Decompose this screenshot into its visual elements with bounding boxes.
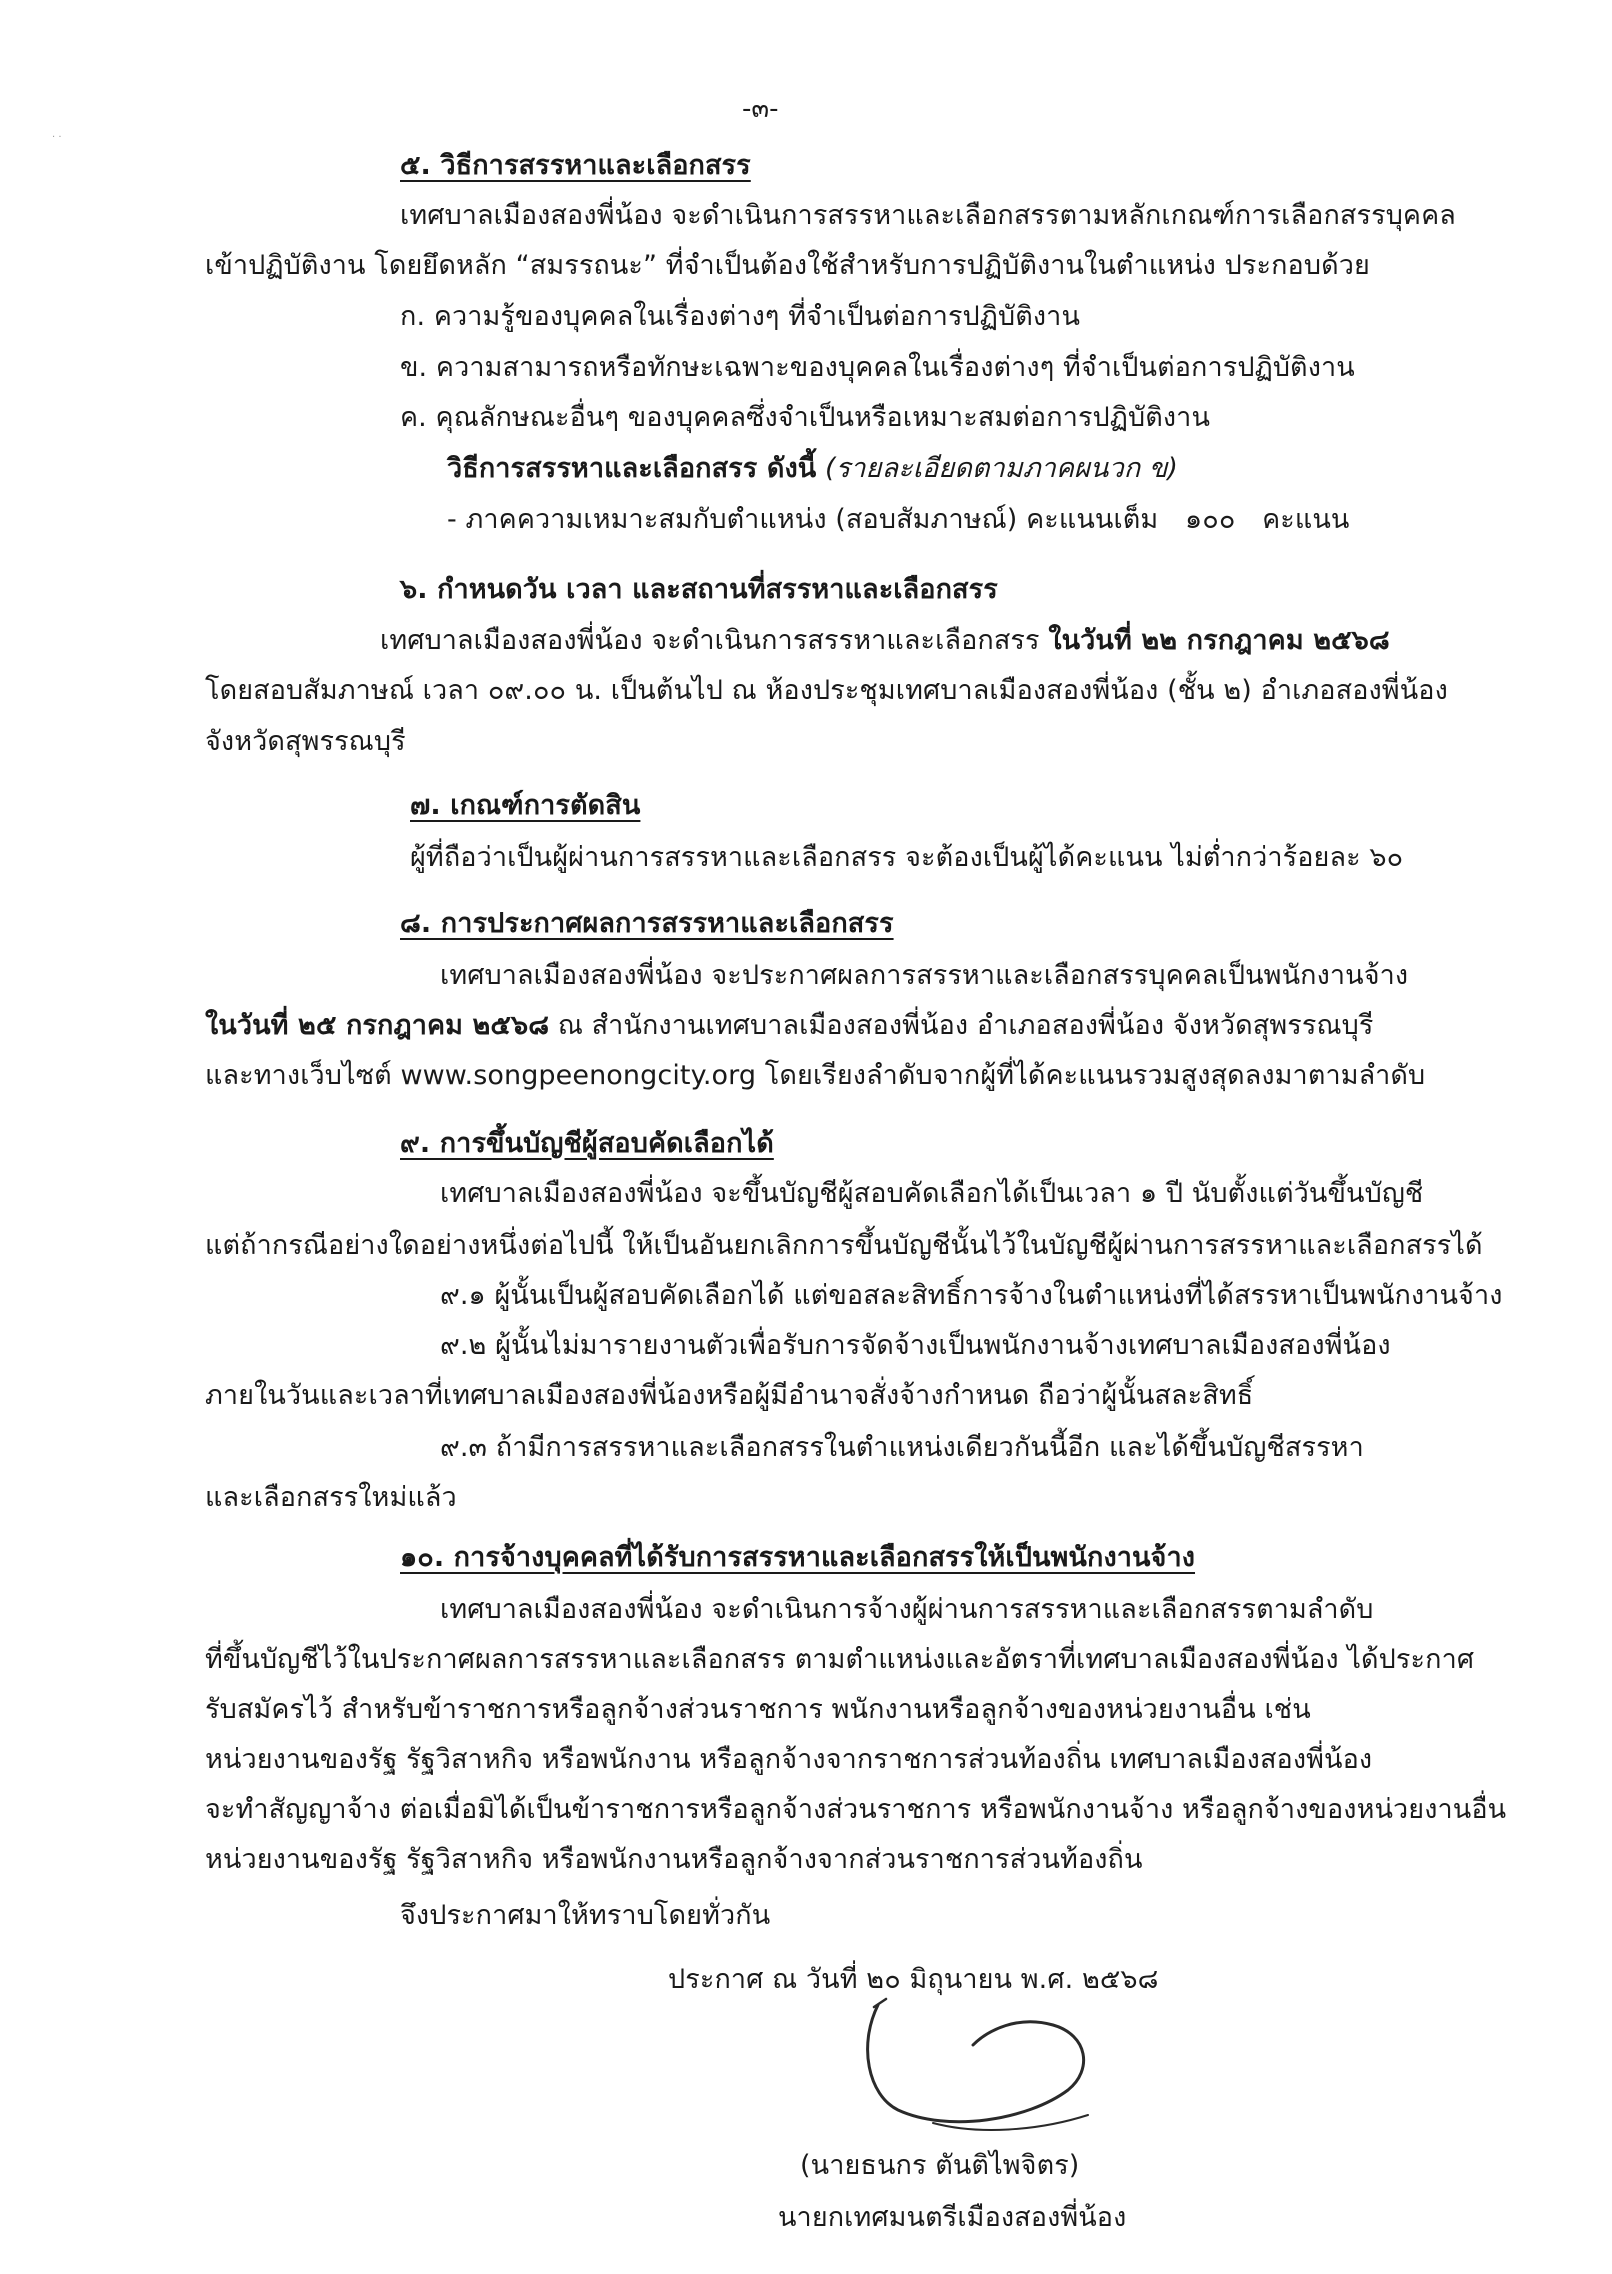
score-description: - ภาคความเหมาะสมกับตำแหน่ง (สอบสัมภาษณ์) คะแนนเต็ม	[447, 504, 1159, 535]
method-note: (รายละเอียดตามภาคผนวก ข)	[825, 453, 1179, 484]
result-date: ในวันที่ ๒๕ กรกฎาคม ๒๕๖๘	[205, 1010, 550, 1041]
method-label: วิธีการสรรหาและเลือกสรร ดังนี้	[447, 453, 817, 484]
section-9-item-2: ๙.๒ ผู้นั้นไม่มารายงานตัวเพื่อรับการจัดจ้างเป็นพนักงานจ้างเทศบาลเมืองสองพี่น้อง	[440, 1330, 1391, 1361]
section-5-score-line	[447, 502, 1349, 538]
section-5-para-line-1: เทศบาลเมืองสองพี่น้อง จะดำเนินการสรรหาและเลือกสรรตามหลักเกณฑ์การเลือกสรรบุคคล	[400, 200, 1456, 231]
section-10-line-1: เทศบาลเมืองสองพี่น้อง จะดำเนินการจ้างผู้ผ่านการสรรหาและเลือกสรรตามลำดับ	[440, 1594, 1374, 1625]
section-8-heading: ๘. การประกาศผลการสรรหาและเลือกสรร	[400, 908, 894, 939]
signer-title: นายกเทศมนตรีเมืองสองพี่น้อง	[778, 2202, 1127, 2233]
section-10-line-6: หน่วยงานของรัฐ รัฐวิสาหกิจ หรือพนักงานหรือลูกจ้างจากส่วนราชการส่วนท้องถิ่น	[205, 1844, 1143, 1875]
section-7-line-1: ผู้ที่ถือว่าเป็นผู้ผ่านการสรรหาและเลือกสรร จะต้องเป็นผู้ได้คะแนน ไม่ต่ำกว่าร้อยละ ๖๐	[410, 842, 1404, 873]
section-9-item-3-cont: และเลือกสรรใหม่แล้ว	[205, 1482, 457, 1513]
section-6-line-1	[380, 623, 1390, 659]
section-5-item-a: ก. ความรู้ของบุคคลในเรื่องต่างๆ ที่จำเป็นต่อการปฏิบัติงาน	[400, 301, 1080, 332]
section-10-heading: ๑๐. การจ้างบุคคลที่ได้รับการสรรหาและเลือกสรรให้เป็นพนักงานจ้าง	[400, 1542, 1196, 1573]
section-5-para-line-2: เข้าปฏิบัติงาน โดยยึดหลัก “สมรรถนะ” ที่จำเป็นต้องใช้สำหรับการปฏิบัติงานในตำแหน่ง ประกอบด้วย	[205, 250, 1370, 281]
section-9-line-1: เทศบาลเมืองสองพี่น้อง จะขึ้นบัญชีผู้สอบคัดเลือกได้เป็นเวลา ๑ ปี นับตั้งแต่วันขึ้นบัญชี	[440, 1178, 1424, 1209]
section-10-line-4: หน่วยงานของรัฐ รัฐวิสาหกิจ หรือพนักงาน หรือลูกจ้างจากราชการส่วนท้องถิ่น เทศบาลเมืองสองพี่น้อง	[205, 1744, 1373, 1775]
signature-mark	[838, 1985, 1138, 2135]
section-9-item-2-cont: ภายในวันและเวลาที่เทศบาลเมืองสองพี่น้องหรือผู้มีอำนาจสั่งจ้างกำหนด ถือว่าผู้นั้นสละสิทธิ์	[205, 1380, 1254, 1411]
section-6-heading: ๖. กำหนดวัน เวลา และสถานที่สรรหาและเลือกสรร	[400, 574, 998, 605]
section-8-line-1: เทศบาลเมืองสองพี่น้อง จะประกาศผลการสรรหาและเลือกสรรบุคคลเป็นพนักงานจ้าง	[440, 960, 1409, 991]
section-10-line-2: ที่ขึ้นบัญชีไว้ในประกาศผลการสรรหาและเลือกสรร ตามตำแหน่งและอัตราที่เทศบาลเมืองสองพี่น้อง ได้ประกาศ	[205, 1644, 1475, 1675]
page-number: -๓-	[742, 94, 779, 124]
interview-date: ในวันที่ ๒๒ กรกฎาคม ๒๕๖๘	[1048, 625, 1390, 656]
section-9-heading: ๙. การขึ้นบัญชีผู้สอบคัดเลือกได้	[400, 1128, 774, 1159]
section-9-item-3: ๙.๓ ถ้ามีการสรรหาและเลือกสรรในตำแหน่งเดียวกันนี้อีก และได้ขึ้นบัญชีสรรหา	[440, 1432, 1364, 1463]
section-8-line-3: และทางเว็บไซต์ www.songpeenongcity.org โดยเรียงลำดับจากผู้ที่ได้คะแนนรวมสูงสุดลงมาตามลำดับ	[205, 1060, 1426, 1091]
announce-date: ประกาศ ณ วันที่ ๒๐ มิถุนายน พ.ศ. ๒๕๖๘	[668, 1964, 1159, 1995]
section-6-line-2: โดยสอบสัมภาษณ์ เวลา ๐๙.๐๐ น. เป็นต้นไป ณ ห้องประชุมเทศบาลเมืองสองพี่น้อง (ชั้น ๒) อำเภอสองพี่น้อง	[205, 675, 1448, 706]
section-9-item-1: ๙.๑ ผู้นั้นเป็นผู้สอบคัดเลือกได้ แต่ขอสละสิทธิ์การจ้างในตำแหน่งที่ได้สรรหาเป็นพนักงานจ้าง	[440, 1280, 1503, 1311]
section-8-line-2-text: ณ สำนักงานเทศบาลเมืองสองพี่น้อง อำเภอสองพี่น้อง จังหวัดสุพรรณบุรี	[557, 1010, 1374, 1041]
section-7-heading: ๗. เกณฑ์การตัดสิน	[410, 790, 641, 821]
section-5-heading: ๕. วิธีการสรรหาและเลือกสรร	[400, 150, 751, 181]
section-10-line-5: จะทำสัญญาจ้าง ต่อเมื่อมิได้เป็นข้าราชการหรือลูกจ้างส่วนราชการ หรือพนักงานจ้าง หรือลูกจ้างของหน่วยงานอื่น	[205, 1794, 1507, 1825]
closing-line: จึงประกาศมาให้ทราบโดยทั่วกัน	[400, 1900, 771, 1931]
section-9-line-2: แต่ถ้ากรณีอย่างใดอย่างหนึ่งต่อไปนี้ ให้เป็นอันยกเลิกการขึ้นบัญชีนั้นไว้ในบัญชีผู้ผ่านการสรรหาและเลือกสรรได้	[205, 1230, 1483, 1261]
signer-name: (นายธนกร ตันติไพจิตร)	[800, 2150, 1080, 2181]
section-5-item-c: ค. คุณลักษณะอื่นๆ ของบุคคลซึ่งจำเป็นหรือเหมาะสมต่อการปฏิบัติงาน	[400, 402, 1210, 433]
scan-speck: · ·	[52, 132, 62, 143]
section-5-method-line	[447, 451, 1178, 487]
section-6-line-3: จังหวัดสุพรรณบุรี	[205, 726, 406, 757]
score-value: ๑๐๐	[1185, 504, 1236, 535]
section-6-line-1-text: เทศบาลเมืองสองพี่น้อง จะดำเนินการสรรหาและเลือกสรร	[380, 625, 1040, 656]
score-unit: คะแนน	[1262, 504, 1350, 535]
section-10-line-3: รับสมัครไว้ สำหรับข้าราชการหรือลูกจ้างส่วนราชการ พนักงานหรือลูกจ้างของหน่วยงานอื่น เช่น	[205, 1694, 1311, 1725]
section-5-item-b: ข. ความสามารถหรือทักษะเฉพาะของบุคคลในเรื่องต่างๆ ที่จำเป็นต่อการปฏิบัติงาน	[400, 352, 1355, 383]
section-8-line-2	[205, 1008, 1373, 1044]
